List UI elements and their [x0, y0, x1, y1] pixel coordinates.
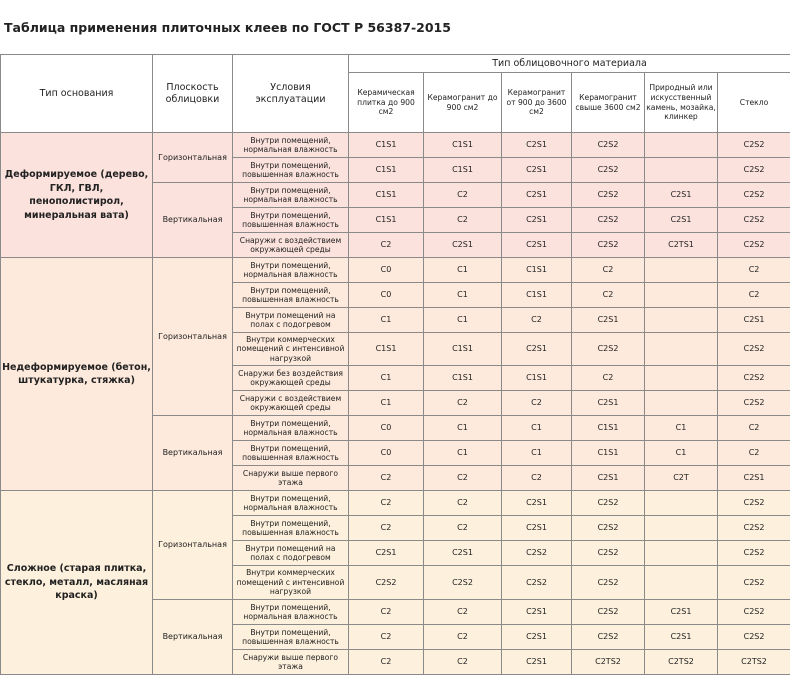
adhesive-class-cell: [645, 516, 718, 541]
adhesive-class-cell: C2TS2: [718, 650, 790, 675]
condition-cell: Внутри коммерческих помещений с интенсивной нагрузкой: [233, 566, 349, 600]
adhesive-class-cell: C1S1: [502, 258, 572, 283]
plane-cell: Вертикальная: [153, 600, 233, 675]
header-material: Стекло: [718, 73, 790, 133]
adhesive-class-cell: C2S1: [349, 541, 424, 566]
adhesive-class-cell: C2TS2: [645, 650, 718, 675]
adhesive-class-cell: [645, 158, 718, 183]
adhesive-class-cell: C2TS1: [645, 233, 718, 258]
adhesive-class-cell: C2S1: [502, 233, 572, 258]
adhesive-class-cell: C2S1: [502, 333, 572, 366]
adhesive-class-cell: C2: [349, 516, 424, 541]
adhesive-class-cell: [645, 491, 718, 516]
header-material: Природный или искусственный камень, мозайка, клинкер: [645, 73, 718, 133]
adhesive-class-cell: C2: [572, 283, 645, 308]
adhesive-class-cell: C2S2: [572, 566, 645, 600]
header-conditions: Условия эксплуатации: [233, 55, 349, 133]
adhesive-class-cell: [645, 391, 718, 416]
adhesive-class-cell: C2: [502, 391, 572, 416]
condition-cell: Внутри коммерческих помещений с интенсивной нагрузкой: [233, 333, 349, 366]
adhesive-class-cell: C2S2: [718, 333, 790, 366]
adhesive-class-cell: C2: [424, 516, 502, 541]
adhesive-class-cell: C1S1: [572, 441, 645, 466]
adhesive-class-cell: C1: [424, 441, 502, 466]
header-material: Керамогранит свыше 3600 см2: [572, 73, 645, 133]
condition-cell: Внутри помещений на полах с подогревом: [233, 308, 349, 333]
plane-cell: Горизонтальная: [153, 491, 233, 600]
adhesive-class-cell: C2S2: [572, 333, 645, 366]
base-type-cell: Сложное (старая плитка, стекло, металл, масляная краска): [1, 491, 153, 675]
adhesive-class-cell: C2S2: [424, 566, 502, 600]
adhesive-class-cell: C0: [349, 283, 424, 308]
adhesive-class-cell: C2S1: [424, 233, 502, 258]
condition-cell: Снаружи без воздействия окружающей среды: [233, 366, 349, 391]
adhesive-class-cell: C1: [502, 416, 572, 441]
adhesive-class-cell: C2: [349, 233, 424, 258]
adhesive-class-cell: C2: [718, 441, 790, 466]
adhesive-class-cell: C2: [349, 650, 424, 675]
adhesive-class-cell: [645, 283, 718, 308]
adhesive-class-cell: C1S1: [502, 283, 572, 308]
adhesive-class-cell: C2: [424, 208, 502, 233]
adhesive-class-cell: C1: [502, 441, 572, 466]
adhesive-class-cell: C2: [424, 491, 502, 516]
adhesive-class-cell: C2S2: [572, 208, 645, 233]
adhesive-class-cell: C2S2: [572, 158, 645, 183]
adhesive-class-cell: C2S2: [718, 158, 790, 183]
adhesive-class-cell: C2S2: [718, 133, 790, 158]
adhesive-class-cell: C1S1: [349, 183, 424, 208]
plane-cell: Горизонтальная: [153, 133, 233, 183]
adhesive-class-cell: C2: [424, 600, 502, 625]
adhesive-class-cell: C1S1: [424, 158, 502, 183]
adhesive-class-cell: C2S2: [349, 566, 424, 600]
adhesive-class-cell: C2S1: [645, 183, 718, 208]
adhesive-class-cell: C2S2: [572, 133, 645, 158]
condition-cell: Внутри помещений, повышенная влажность: [233, 516, 349, 541]
adhesive-class-cell: C2S1: [645, 600, 718, 625]
adhesive-class-cell: C2: [424, 625, 502, 650]
adhesive-class-cell: C2S2: [718, 516, 790, 541]
condition-cell: Внутри помещений, нормальная влажность: [233, 258, 349, 283]
condition-cell: Внутри помещений, нормальная влажность: [233, 600, 349, 625]
condition-cell: Внутри помещений, повышенная влажность: [233, 208, 349, 233]
adhesive-class-cell: C2S1: [502, 516, 572, 541]
adhesive-class-cell: C2S2: [502, 566, 572, 600]
adhesive-class-cell: C0: [349, 441, 424, 466]
adhesive-class-cell: C1: [424, 416, 502, 441]
header-material: Керамогранит до 900 см2: [424, 73, 502, 133]
table-row: [1, 133, 790, 158]
condition-cell: Внутри помещений, повышенная влажность: [233, 158, 349, 183]
adhesive-class-cell: [645, 308, 718, 333]
adhesive-class-cell: C2S1: [502, 183, 572, 208]
adhesive-class-cell: [645, 566, 718, 600]
adhesive-class-cell: C1S1: [424, 333, 502, 366]
adhesive-class-cell: C2S2: [718, 541, 790, 566]
adhesive-class-cell: C2: [349, 466, 424, 491]
condition-cell: Внутри помещений на полах с подогревом: [233, 541, 349, 566]
adhesive-class-cell: C2S2: [718, 366, 790, 391]
adhesive-class-cell: C2: [572, 366, 645, 391]
adhesive-class-cell: C2S1: [572, 466, 645, 491]
adhesive-class-cell: C2: [349, 491, 424, 516]
adhesive-class-cell: C2S2: [572, 516, 645, 541]
adhesive-class-cell: C2S2: [572, 600, 645, 625]
adhesive-class-cell: C1: [645, 441, 718, 466]
adhesive-class-cell: C2S1: [502, 600, 572, 625]
adhesive-class-cell: [645, 541, 718, 566]
table-body: [1, 133, 790, 675]
adhesive-class-cell: C2S2: [572, 541, 645, 566]
adhesive-class-cell: C1: [424, 308, 502, 333]
header-material: Керамическая плитка до 900 см2: [349, 73, 424, 133]
table-row: [1, 491, 790, 516]
adhesive-class-cell: C1S1: [349, 208, 424, 233]
condition-cell: Снаружи с воздействием окружающей среды: [233, 233, 349, 258]
adhesive-class-cell: C2S1: [572, 308, 645, 333]
adhesive-class-cell: C2S1: [718, 308, 790, 333]
adhesive-class-cell: [645, 366, 718, 391]
adhesive-class-cell: C1: [424, 283, 502, 308]
base-type-cell: Недеформируемое (бетон, штукатурка, стяжка): [1, 258, 153, 491]
adhesive-class-cell: C2: [718, 283, 790, 308]
adhesive-class-cell: C2: [502, 308, 572, 333]
adhesive-class-cell: C2S1: [424, 541, 502, 566]
adhesive-class-cell: C1S1: [349, 333, 424, 366]
adhesive-class-cell: C2S2: [718, 208, 790, 233]
adhesive-class-cell: C2: [424, 391, 502, 416]
condition-cell: Снаружи с воздействием окружающей среды: [233, 391, 349, 416]
condition-cell: Внутри помещений, нормальная влажность: [233, 491, 349, 516]
adhesive-class-cell: C2S2: [718, 183, 790, 208]
adhesive-class-cell: C1: [349, 366, 424, 391]
adhesive-class-cell: C2S1: [502, 491, 572, 516]
adhesive-class-cell: C2S2: [718, 491, 790, 516]
adhesive-class-cell: C2: [424, 466, 502, 491]
adhesive-class-cell: C2S1: [645, 208, 718, 233]
adhesive-class-cell: C2S2: [572, 491, 645, 516]
header-material-group: Тип облицовочного материала: [349, 55, 790, 73]
adhesive-class-cell: C2: [424, 183, 502, 208]
adhesive-class-cell: C0: [349, 258, 424, 283]
header-material: Керамогранит от 900 до 3600 см2: [502, 73, 572, 133]
page-title: Таблица применения плиточных клеев по ГОСТ Р 56387-2015: [4, 20, 451, 35]
condition-cell: Снаружи выше первого этажа: [233, 650, 349, 675]
adhesive-class-cell: [645, 133, 718, 158]
adhesive-class-cell: C2: [502, 466, 572, 491]
adhesive-class-cell: C2: [718, 416, 790, 441]
adhesive-class-cell: C2: [424, 650, 502, 675]
adhesive-class-cell: C2S2: [718, 391, 790, 416]
table-row: [1, 258, 790, 283]
adhesive-class-cell: C2: [349, 600, 424, 625]
adhesive-class-cell: C2S2: [572, 183, 645, 208]
header-plane: Плоскость облицовки: [153, 55, 233, 133]
adhesive-class-cell: C2S2: [572, 625, 645, 650]
condition-cell: Снаружи выше первого этажа: [233, 466, 349, 491]
adhesive-class-cell: C1S1: [572, 416, 645, 441]
adhesive-class-cell: C2S1: [645, 625, 718, 650]
adhesive-class-cell: C2S2: [502, 541, 572, 566]
condition-cell: Внутри помещений, повышенная влажность: [233, 283, 349, 308]
adhesive-class-cell: C2: [718, 258, 790, 283]
adhesive-class-cell: C2T: [645, 466, 718, 491]
adhesive-class-cell: C0: [349, 416, 424, 441]
adhesive-class-cell: C2: [572, 258, 645, 283]
adhesive-class-cell: [645, 258, 718, 283]
plane-cell: Вертикальная: [153, 183, 233, 258]
adhesive-class-cell: C2S2: [718, 600, 790, 625]
plane-cell: Вертикальная: [153, 416, 233, 491]
plane-cell: Горизонтальная: [153, 258, 233, 416]
adhesive-class-cell: C2S2: [718, 233, 790, 258]
adhesive-class-cell: C2S1: [502, 133, 572, 158]
adhesive-class-cell: C2S2: [572, 233, 645, 258]
adhesive-class-cell: C2S1: [718, 466, 790, 491]
adhesive-class-cell: C2: [349, 625, 424, 650]
adhesive-class-cell: C2S1: [502, 158, 572, 183]
adhesive-class-cell: [645, 333, 718, 366]
adhesive-class-cell: C1: [645, 416, 718, 441]
adhesive-class-cell: C2S1: [572, 391, 645, 416]
adhesive-class-cell: C1S1: [349, 158, 424, 183]
header-base: Тип основания: [1, 55, 153, 133]
condition-cell: Внутри помещений, нормальная влажность: [233, 183, 349, 208]
adhesive-class-cell: C1: [424, 258, 502, 283]
adhesive-class-cell: C1S1: [349, 133, 424, 158]
adhesive-class-cell: C2S2: [718, 625, 790, 650]
adhesive-class-cell: C2S1: [502, 208, 572, 233]
adhesive-class-cell: C1S1: [424, 366, 502, 391]
adhesive-class-cell: C1: [349, 308, 424, 333]
adhesive-class-cell: C1S1: [424, 133, 502, 158]
adhesive-class-cell: C2S1: [502, 625, 572, 650]
adhesive-class-cell: C2S1: [502, 650, 572, 675]
adhesive-table: [0, 54, 790, 675]
base-type-cell: Деформируемое (дерево, ГКЛ, ГВЛ, пенополистирол, минеральная вата): [1, 133, 153, 258]
adhesive-class-cell: C1S1: [502, 366, 572, 391]
condition-cell: Внутри помещений, нормальная влажность: [233, 416, 349, 441]
adhesive-class-cell: C1: [349, 391, 424, 416]
condition-cell: Внутри помещений, повышенная влажность: [233, 441, 349, 466]
condition-cell: Внутри помещений, повышенная влажность: [233, 625, 349, 650]
adhesive-class-cell: C2S2: [718, 566, 790, 600]
condition-cell: Внутри помещений, нормальная влажность: [233, 133, 349, 158]
adhesive-class-cell: C2TS2: [572, 650, 645, 675]
